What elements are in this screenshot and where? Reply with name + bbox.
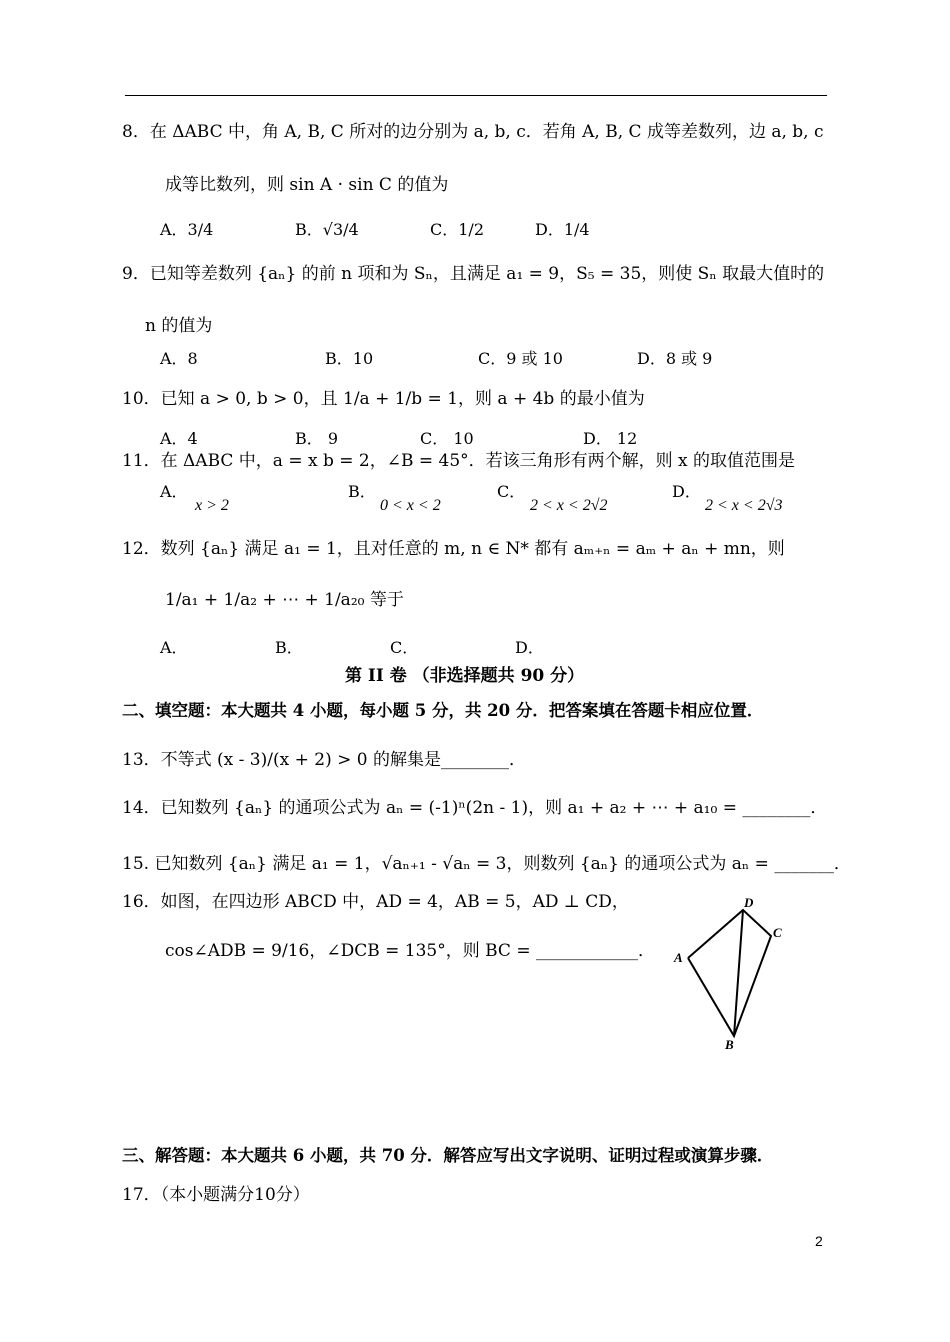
q16-line2: cos∠ADB = 9/16，∠DCB = 135°，则 BC = ____________． [165, 941, 655, 961]
q11-option-b-letter: B． [348, 482, 376, 501]
q8-option-b: B．√3/4 [295, 220, 359, 239]
figure-label-b: B [725, 1037, 734, 1052]
q8-line2: 成等比数列，则 sin A · sin C 的值为 [165, 175, 449, 195]
q12-option-c: C． [390, 638, 419, 657]
q10-line1: 10．已知 a > 0, b > 0，且 1/a + 1/b = 1，则 a + 4b 的最小值为 [122, 389, 645, 409]
q11-option-b-value: 0 < x < 2 [380, 497, 441, 514]
section3-heading: 三、解答题：本大题共 6 小题，共 70 分．解答应写出文字说明、证明过程或演算步骤． [122, 1146, 774, 1165]
q17-text: 17．（本小题满分10分） [122, 1185, 310, 1205]
quadrilateral-figure [660, 890, 820, 1060]
q12-line2: 1/a₁ + 1/a₂ + ⋯ + 1/a₂₀ 等于 [165, 590, 404, 610]
q9-option-a: A．8 [160, 349, 198, 368]
q11-option-c-letter: C． [497, 482, 526, 501]
q11-option-d-letter: D． [672, 482, 701, 501]
q8-option-c: C．1/2 [430, 220, 484, 239]
q9-line2: n 的值为 [145, 316, 213, 336]
q8-option-a: A．3/4 [160, 220, 214, 239]
q9-option-c: C．9 或 10 [478, 349, 563, 368]
q11-option-c-value: 2 < x < 2√2 [530, 497, 608, 514]
q9-option-d: D．8 或 9 [637, 349, 713, 368]
figure-label-d: D [744, 895, 754, 910]
q11-option-a-value: x > 2 [195, 497, 229, 514]
q12-option-d: D． [515, 638, 544, 657]
figure-label-c: C [773, 925, 782, 940]
q11-option-d-value: 2 < x < 2√3 [705, 497, 783, 514]
page-number: 2 [815, 1233, 823, 1249]
section2-title: 第 II 卷 （非选择题共 90 分） [345, 666, 585, 686]
q10-option-d: D． 12 [583, 429, 638, 448]
q12-option-b: B． [275, 638, 303, 657]
q10-option-a: A．4 [160, 429, 198, 448]
q10-option-c: C． 10 [420, 429, 474, 448]
q10-option-b: B． 9 [295, 429, 339, 448]
q9-line1: 9．已知等差数列 {aₙ} 的前 n 项和为 Sₙ，且满足 a₁ = 9，S₅ = 35，则使 Sₙ 取最大值时的 [122, 264, 825, 284]
q8-option-d: D．1/4 [535, 220, 590, 239]
q12-line1: 12．数列 {aₙ} 满足 a₁ = 1，且对任意的 m, n ∈ N* 都有 aₘ₊ₙ = aₘ + aₙ + mn，则 [122, 539, 785, 559]
q16-line1: 16．如图，在四边形 ABCD 中，AD = 4，AB = 5，AD ⊥ CD， [122, 892, 629, 912]
figure-outline [688, 910, 771, 1036]
q14-text: 14．已知数列 {aₙ} 的通项公式为 aₙ = (-1)ⁿ(2n - 1)，则 a₁ + a₂ + ⋯ + a₁₀ = ________． [122, 798, 828, 818]
q11-line1: 11．在 ΔABC 中，a = x b = 2，∠B = 45°．若该三角形有两个解，则 x 的取值范围是 [122, 451, 796, 471]
q9-option-b: B．10 [325, 349, 374, 368]
q13-text: 13．不等式 (x - 3)/(x + 2) > 0 的解集是________． [122, 750, 526, 770]
q12-option-a: A． [160, 638, 188, 657]
header-rule [125, 95, 827, 96]
q8-line1: 8．在 ΔABC 中，角 A, B, C 所对的边分别为 a, b, c．若角 A, B, C 成等差数列，边 a, b, c [122, 122, 824, 142]
q15-text: 15. 已知数列 {aₙ} 满足 a₁ = 1，√aₙ₊₁ - √aₙ = 3，则数列 {aₙ} 的通项公式为 aₙ = _______． [122, 854, 851, 874]
q11-option-a-letter: A． [160, 482, 188, 501]
figure-label-a: A [674, 950, 683, 965]
section2-heading: 二、填空题：本大题共 4 小题，每小题 5 分，共 20 分．把答案填在答题卡相应位置． [122, 701, 764, 720]
